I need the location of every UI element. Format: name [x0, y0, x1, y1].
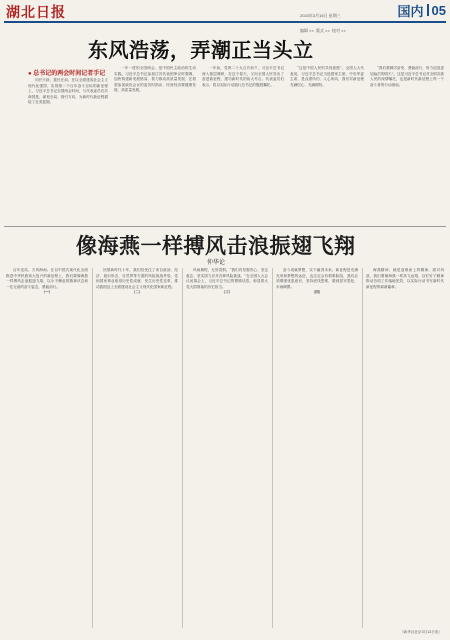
feature-column-3 — [186, 268, 268, 628]
column-rule — [272, 268, 273, 628]
masthead-rule — [4, 21, 446, 23]
section-name: 国内 — [397, 3, 424, 19]
column-rule — [92, 268, 93, 628]
feature-column-1 — [6, 268, 88, 628]
feature-byline: 仲华论 — [207, 260, 226, 266]
top-story-column-2 — [114, 66, 196, 220]
top-story-headline: 东风浩荡，弄潮正当头立 — [88, 38, 314, 62]
section-mark: （一） — [41, 290, 53, 295]
column-rule — [182, 268, 183, 628]
paragraph: 向开天辟，重任在肩。在以全面建成社会主义现代化强国、实现第二个百年奋斗目标的新征程上，习近平总书记全国两会时间，与代表委员们共商国是，谋划全局、指引方向，为新时代新征程描绘了壮美蓝图。 — [28, 78, 108, 105]
paragraph: 风雨兼程，无所畏惧。“我们有坚强决心、坚定意志、坚实国力应对各种风险挑战。”在全国人大会议闭幕会上，习近平总书记的铿锵话语，彰显着大党大国领袖的历史担当。 — [186, 268, 268, 289]
editors-line: 编辑 ×× 版式 ×× 校对 ×× — [300, 28, 346, 33]
top-story-column-1 — [28, 78, 108, 220]
paragraph: 海燕精神，就是迎难而上的精神。面对风浪，我们要像海燕一样高飞远翔，以钉钉子精神推动各项工作落地见效，以实际行动书写新时代新征程的崭新篇章。 — [366, 268, 444, 289]
paragraph: “我们要踔厉奋发、勇毅前行，努力创造更加灿烂的明天”。这是习近平总书记对全国各族人民的深情嘱托，也是新时代新征程上每一个奋斗者的行动指南。 — [370, 66, 444, 87]
feature-column-4 — [276, 268, 358, 628]
section-mark: （二） — [131, 290, 143, 295]
top-story-column-5 — [370, 66, 444, 220]
top-story-column-4 — [290, 66, 364, 220]
page-number: 05 — [431, 2, 446, 18]
date-line: 2023年3月15日 星期三 — [300, 13, 341, 18]
newspaper-logo: 湖北日报 — [6, 5, 66, 21]
paragraph: 一年一度的全国两会，是中国民主政治的生动实践。习近平总书记参加江苏代表团审议时强调，加快构建新发展格局、着力推动高质量发展；在看望参加政协会议的委员时指出，民营经济要健康发展、高质量发展。 — [114, 66, 196, 93]
section-tag — [398, 3, 446, 17]
footer-note: （新华社北京3月13日电） — [400, 630, 442, 634]
paragraph: 一年前，党的二十大召开前夕，习近平总书记深入基层调研，在这个春天，又向全国人民发出了奋进新征程、建功新时代的伟大号召。代表委员们表示，将以实际行动践行总书记的殷殷嘱托。 — [202, 66, 284, 87]
column-rule — [362, 268, 363, 628]
section-mark: （三） — [221, 290, 233, 295]
feature-headline: 像海燕一样搏风击浪振翅飞翔 — [76, 234, 356, 258]
paragraph: 百年变局，天风海雨。在以中国式现代化全面推进中华民族伟大复兴的新征程上，我们要像海燕一样搏风击浪振翅飞翔，以永不懈怠的精神状态和一往无前的奋斗姿态，勇毅前行。 — [6, 268, 88, 289]
section-divider-line — [4, 226, 446, 227]
feature-column-5 — [366, 268, 444, 626]
top-story-column-3 — [202, 66, 284, 220]
paragraph: “这是中国人民的共同意愿”，全国人大代表说，习近平总书记当选国家主席、中央军委主席，是众望所归、人心所向，我们对新征程充满信心、充满期待。 — [290, 66, 364, 87]
section-divider — [427, 4, 429, 16]
feature-column-2 — [96, 268, 178, 628]
masthead — [0, 0, 450, 33]
paragraph: 回望新时代十年，我们经受住了来自政治、经济、意识形态、自然界等方面的风险挑战考验，党和国家事业取得历史性成就、发生历史性变革，推动我国迈上全面建设社会主义现代化国家新征程。 — [96, 268, 178, 289]
top-story-subhead: ● 总书记的两会时间记者手记 — [28, 71, 106, 77]
paragraph: 奋斗成就梦想，实干赢得未来。新征程是充满光荣和梦想的远征，也注定会有艰难险阻，我们必须增强忧患意识，坚持底线思维，做到居安思危、未雨绸缪。 — [276, 268, 358, 289]
section-mark: （四） — [311, 290, 323, 295]
